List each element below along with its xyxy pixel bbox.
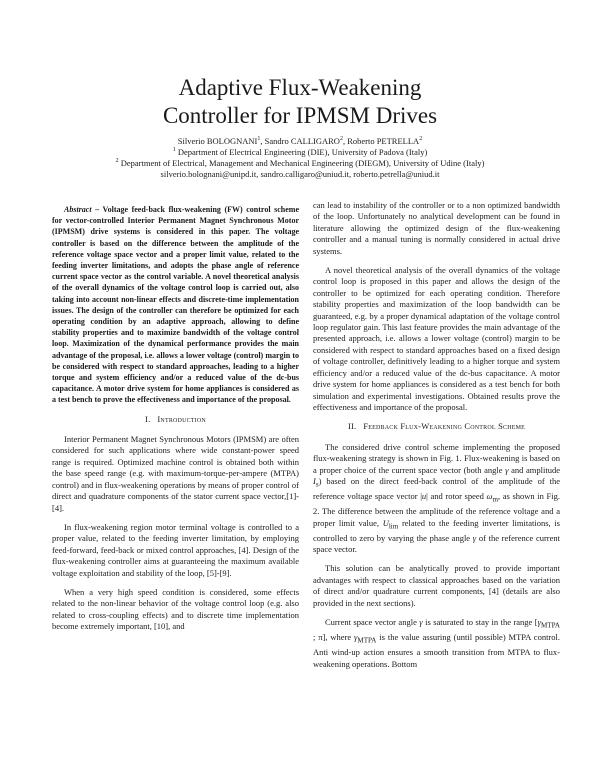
author-3: Roberto PETRELLA bbox=[347, 136, 420, 146]
paragraph: can lead to instability of the controller or to a non optimized bandwidth of the loop. Unfortunately no analytical development can be found in literature allowing the optimized design of the flux-weakening controller and a manual tuning is normally considered in actual drive systems. bbox=[313, 200, 560, 256]
paragraph: When a very high speed condition is considered, some effects related to the non-linear behavior of the voltage control loop (e.g. also related to cross-coupling effects) and to discrete time implementation become extremely important, [10], and bbox=[52, 586, 299, 632]
author-names: Silverio BOLOGNANI$^1$, Sandro CALLIGARO$^2$, Roberto PETRELLA$^2$ bbox=[177, 136, 423, 146]
author-emails: silverio.bolognani@unipd.it, sandro.calligaro@uniud.it, roberto.petrella@uniud.it bbox=[160, 169, 440, 179]
section-heading-feedback-fw: II. Feedback Flux-Weakening Control Scheme bbox=[347, 421, 526, 432]
left-column bbox=[52, 204, 299, 641]
paragraph: This solution can be analytically proved to provide important advantages with respect to classical approaches based on the variation of direct and/or quadrature current components, [4] (details are also provided in the next sections). bbox=[313, 563, 560, 608]
paper-title bbox=[60, 74, 540, 130]
paragraph: A novel theoretical analysis of the overall dynamics of the voltage control loop is proposed in this paper and allows the design of the controller to be optimized for each operating condition. Therefore stability properties and maximization of the loop bandwidth can be guaranteed, e.g. by a proper dynamical adaptation of the voltage control loop regulator gain. This last feature provides the main advantage of the presented approach, i.e. allows a lower voltage (control) margin to be considered with respect to standard approaches based on a fixed design of voltage controller, definitively leading to a higher torque and system efficiency and/or a reduced value of the dc-bus capacitance. A motor drive system for home appliances is considered as a test bench for both simulation and experimental investigations. Obtained results prove the effectiveness and importance of the proposal. bbox=[313, 265, 560, 412]
abstract-lead: Abstract – bbox=[64, 205, 100, 214]
affiliation-1: $^1$ Department of Electrical Engineering (DIE), University of Padova (Italy) bbox=[172, 147, 428, 157]
author-block bbox=[60, 136, 540, 180]
abstract bbox=[52, 204, 299, 406]
paragraph: Current space vector angle γ is saturated to stay in the range [$\gamma_{MTPA}$ ; π], where $\gamma_{MTPA}$ is the value assuring (until possible) MTPA control. Anti wind-up action ensures a smooth transition from MTPA to flux-weakening operations. Bottom bbox=[313, 617, 561, 669]
abstract-text: Voltage feed-back flux-weakening (FW) control scheme for vector-controlled Interior Permanent Magnet Synchronous Motor (IPMSM) drive systems is considered in this paper. The voltage controller is based on the difference between the amplitude of the reference voltage space vector and a proper limit value, related to the feeding inverter limitations, and adopts the phase angle of reference current space vector as the control variable. A novel theoretical analysis of the overall dynamics of the voltage control loop is carried out, also taking into account non-linear effects and discrete-time implementation issues. The design of the controller can therefore be optimized for each operating condition by an adaptive approach, allowing to define stability properties and to maximize bandwidth of the voltage control loop. Maximization of the dynamical performance provides the main advantage of the proposal, i.e. allows a lower voltage (control) margin to be considered with respect to standard approaches, leading to a higher torque and system efficiency and/or a reduced value of the dc-bus capacitance. A motor drive system for home appliances is considered as a test bench to prove the effectiveness and importance of the proposal. bbox=[52, 205, 299, 405]
author-2: Sandro CALLIGARO bbox=[264, 136, 340, 146]
title-line-1: Adaptive Flux-Weakening bbox=[178, 75, 422, 100]
section-heading-introduction: I. Introduction bbox=[145, 413, 206, 424]
paragraph: In flux-weakening region motor terminal voltage is controlled to a proper value, related to the feeding inverter limitation, by employing feed-forward, feed-back or mixed control approaches, [4]. Design of the flux-weakening controller aims at guaranteeing the maximum available voltage exploitation and stability of the loop, [5]-[9]. bbox=[52, 521, 299, 578]
affiliation-2: $^2$ Department of Electrical, Management and Mechanical Engineering (DIEGM), University of Udine (Italy) bbox=[115, 158, 485, 168]
paragraph: Interior Permanent Magnet Synchronous Motors (IPMSM) are often considered for such applications where wide constant-power speed range is required. Optimized machine control is obtained both within the base speed range (e.g. with maximum-torque-per-ampere (MTPA) control) and in flux-weakening operations by means of proper control of direct and quadrature components of the stator current space vector,[1]-[4]. bbox=[52, 434, 299, 513]
author-1: Silverio BOLOGNANI bbox=[177, 136, 258, 146]
title-line-2: Controller for IPMSM Drives bbox=[162, 103, 438, 128]
paragraph: The considered drive control scheme implementing the proposed flux-weakening strategy is shown in Fig. 1. Flux-weakening is based on a proper choice of the current space vector (both angle γ and amplitude $I_s$) based on the direct feed-back control of the amplitude of the reference voltage space vector |u| and rotor speed $\omega_m$, as shown in Fig. 2. The difference between the amplitude of the reference voltage and a proper limit value, $U_{lim}$ related to the feeding inverter limitations, is controlled to zero by varying the phase angle γ of the reference current space vector. bbox=[313, 441, 561, 555]
right-column bbox=[313, 200, 560, 678]
